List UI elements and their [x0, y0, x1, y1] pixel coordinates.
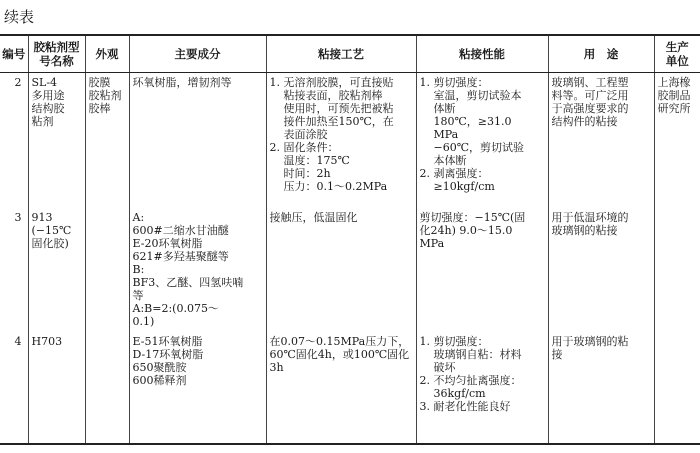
usage-line: 料等。可广泛用 — [551, 89, 629, 102]
main-components-cell — [129, 208, 266, 332]
bonding-performance-line: 180℃，≥31.0 — [433, 115, 512, 128]
usage-cell — [548, 332, 654, 444]
main-components-line: 600#二缩水甘油醚 — [132, 223, 229, 237]
bonding-performance-line: 化24h) 9.0～15.0 — [419, 223, 513, 237]
producer-cell — [654, 332, 700, 444]
bonding-performance-line: 1. 剪切强度： — [419, 334, 489, 348]
bonding-performance-line: 剪切强度：−15℃(固 — [419, 210, 526, 224]
appearance-cell — [85, 73, 129, 208]
bonding-process-line: 时间：2h — [283, 167, 331, 180]
adhesive-name-line: 结构胶 — [31, 102, 65, 115]
bonding-process-line: 表面涂胶 — [283, 128, 328, 141]
usage-line: 接 — [551, 347, 563, 361]
usage-line: 结构件的粘接 — [551, 115, 618, 128]
main-components-line: 621#多羟基聚醚等 — [132, 249, 229, 263]
usage-cell — [548, 73, 654, 208]
bonding-performance-line: 2. 剥离强度： — [419, 167, 489, 180]
producer-line: 研究所 — [657, 102, 691, 115]
appearance-line: 胶棒 — [88, 102, 111, 115]
bonding-performance-line: 3. 耐老化性能良好 — [419, 399, 511, 413]
main-components-cell — [129, 73, 266, 208]
main-components-line: 环氧树脂，增韧剂等 — [132, 76, 232, 89]
main-components-line: 650聚酰胺 — [132, 360, 187, 374]
header-row — [0, 35, 700, 73]
bonding-process-line: 在0.07～0.15MPa压力下， — [269, 334, 410, 348]
row-number-cell — [0, 208, 28, 332]
bonding-performance-cell — [416, 73, 548, 208]
bonding-process-line: 3h — [269, 360, 284, 374]
bonding-performance-line: 2. 不均匀扯离强度： — [419, 373, 522, 387]
adhesive-name-line: 固化胶) — [31, 236, 69, 250]
usage-line: 玻璃钢、工程塑 — [551, 76, 629, 89]
main-components-cell — [129, 332, 266, 444]
bonding-process-cell — [266, 73, 416, 208]
adhesive-name-cell — [28, 332, 85, 444]
main-components-line: 600稀释剂 — [132, 373, 187, 387]
bonding-process-line: 温度：175℃ — [283, 154, 350, 167]
bonding-performance-line: MPa — [419, 236, 445, 250]
adhesive-name-line: (−15℃ — [31, 223, 72, 237]
table-row — [0, 208, 700, 332]
bonding-process-line: 1. 无溶剂胶膜，可直接贴 — [269, 76, 394, 89]
bonding-performance-line: 本体断 — [433, 154, 467, 167]
bonding-performance-line: 36kgf/cm — [433, 386, 486, 400]
appearance-cell — [85, 332, 129, 444]
producer-cell — [654, 73, 700, 208]
adhesive-name-cell — [28, 208, 85, 332]
main-components-line: D-17环氧树脂 — [132, 347, 204, 361]
bonding-performance-line: ≥10kgf/cm — [433, 180, 495, 193]
bonding-process-cell — [266, 332, 416, 444]
col-header-appearance: 外观 — [85, 35, 129, 73]
producer-cell — [654, 208, 700, 332]
col-header-name: 胶粘剂型 号名称 — [28, 35, 85, 73]
adhesive-name-line: 粘剂 — [31, 115, 54, 128]
bonding-performance-line: 体断 — [433, 102, 456, 115]
bonding-process-line: 2. 固化条件： — [269, 141, 339, 154]
usage-line: 用于低温环境的 — [551, 210, 629, 224]
bonding-process-line: 60℃固化4h，或100℃固化 — [269, 347, 410, 361]
usage-line: 用于玻璃钢的粘 — [551, 334, 629, 348]
bonding-process-line: 使用时，可预先把被粘 — [283, 102, 394, 115]
bonding-process-line: 粘接表面，胶粘剂棒 — [283, 89, 383, 102]
usage-cell — [548, 208, 654, 332]
main-components-line: A: — [132, 210, 145, 224]
main-components-line: BF3、乙醚、四氢呋喃 — [132, 275, 244, 289]
bonding-performance-line: −60℃，剪切试验 — [433, 141, 525, 154]
usage-line: 玻璃钢的粘接 — [551, 223, 618, 237]
bonding-performance-cell — [416, 208, 548, 332]
row-number-line: 4 — [14, 334, 22, 348]
bonding-performance-line: 破坏 — [433, 360, 456, 374]
main-components-line: A:B=2:(0.075～ — [132, 301, 219, 315]
appearance-line: 胶膜 — [88, 76, 111, 89]
col-header-process: 粘接工艺 — [266, 35, 416, 73]
row-number-line: 3 — [14, 210, 22, 224]
bonding-process-cell — [266, 208, 416, 332]
col-header-usage: 用 途 — [548, 35, 654, 73]
adhesive-name-line: 913 — [31, 210, 53, 224]
bonding-process-line: 接触压，低温固化 — [269, 210, 358, 224]
bonding-performance-line: MPa — [433, 128, 459, 141]
appearance-cell — [85, 208, 129, 332]
col-header-producer: 生产 单位 — [654, 35, 700, 73]
row-number-cell — [0, 73, 28, 208]
adhesive-name-line: H703 — [31, 334, 63, 348]
table-row — [0, 332, 700, 444]
adhesive-table — [0, 34, 700, 445]
adhesive-name-cell — [28, 73, 85, 208]
bonding-process-line: 压力：0.1～0.2MPa — [283, 180, 388, 193]
producer-line: 上海橡 — [657, 76, 691, 89]
main-components-line: B: — [132, 262, 145, 276]
adhesive-name-line: SL-4 — [31, 76, 58, 89]
table-caption: 续表 — [4, 8, 35, 26]
usage-line: 于高强度要求的 — [551, 102, 629, 115]
main-components-line: 0.1) — [132, 314, 155, 328]
main-components-line: E-51环氧树脂 — [132, 334, 203, 348]
col-header-components: 主要成分 — [129, 35, 266, 73]
bonding-performance-cell — [416, 332, 548, 444]
bonding-performance-line: 玻璃钢自粘：材料 — [433, 347, 522, 361]
adhesive-name-line: 多用途 — [31, 89, 65, 102]
bonding-performance-line: 室温，剪切试验本 — [433, 89, 522, 102]
table-row — [0, 73, 700, 208]
row-number-cell — [0, 332, 28, 444]
row-number-line: 2 — [14, 76, 22, 89]
col-header-performance: 粘接性能 — [416, 35, 548, 73]
producer-line: 胶制品 — [657, 89, 691, 102]
col-header-number: 编号 — [0, 35, 28, 73]
main-components-line: E-20环氧树脂 — [132, 236, 203, 250]
main-components-line: 等 — [132, 288, 144, 302]
bonding-process-line: 接件加热至150℃，在 — [283, 115, 394, 128]
bonding-performance-line: 1. 剪切强度： — [419, 76, 489, 89]
appearance-line: 胶粘剂 — [88, 89, 122, 102]
